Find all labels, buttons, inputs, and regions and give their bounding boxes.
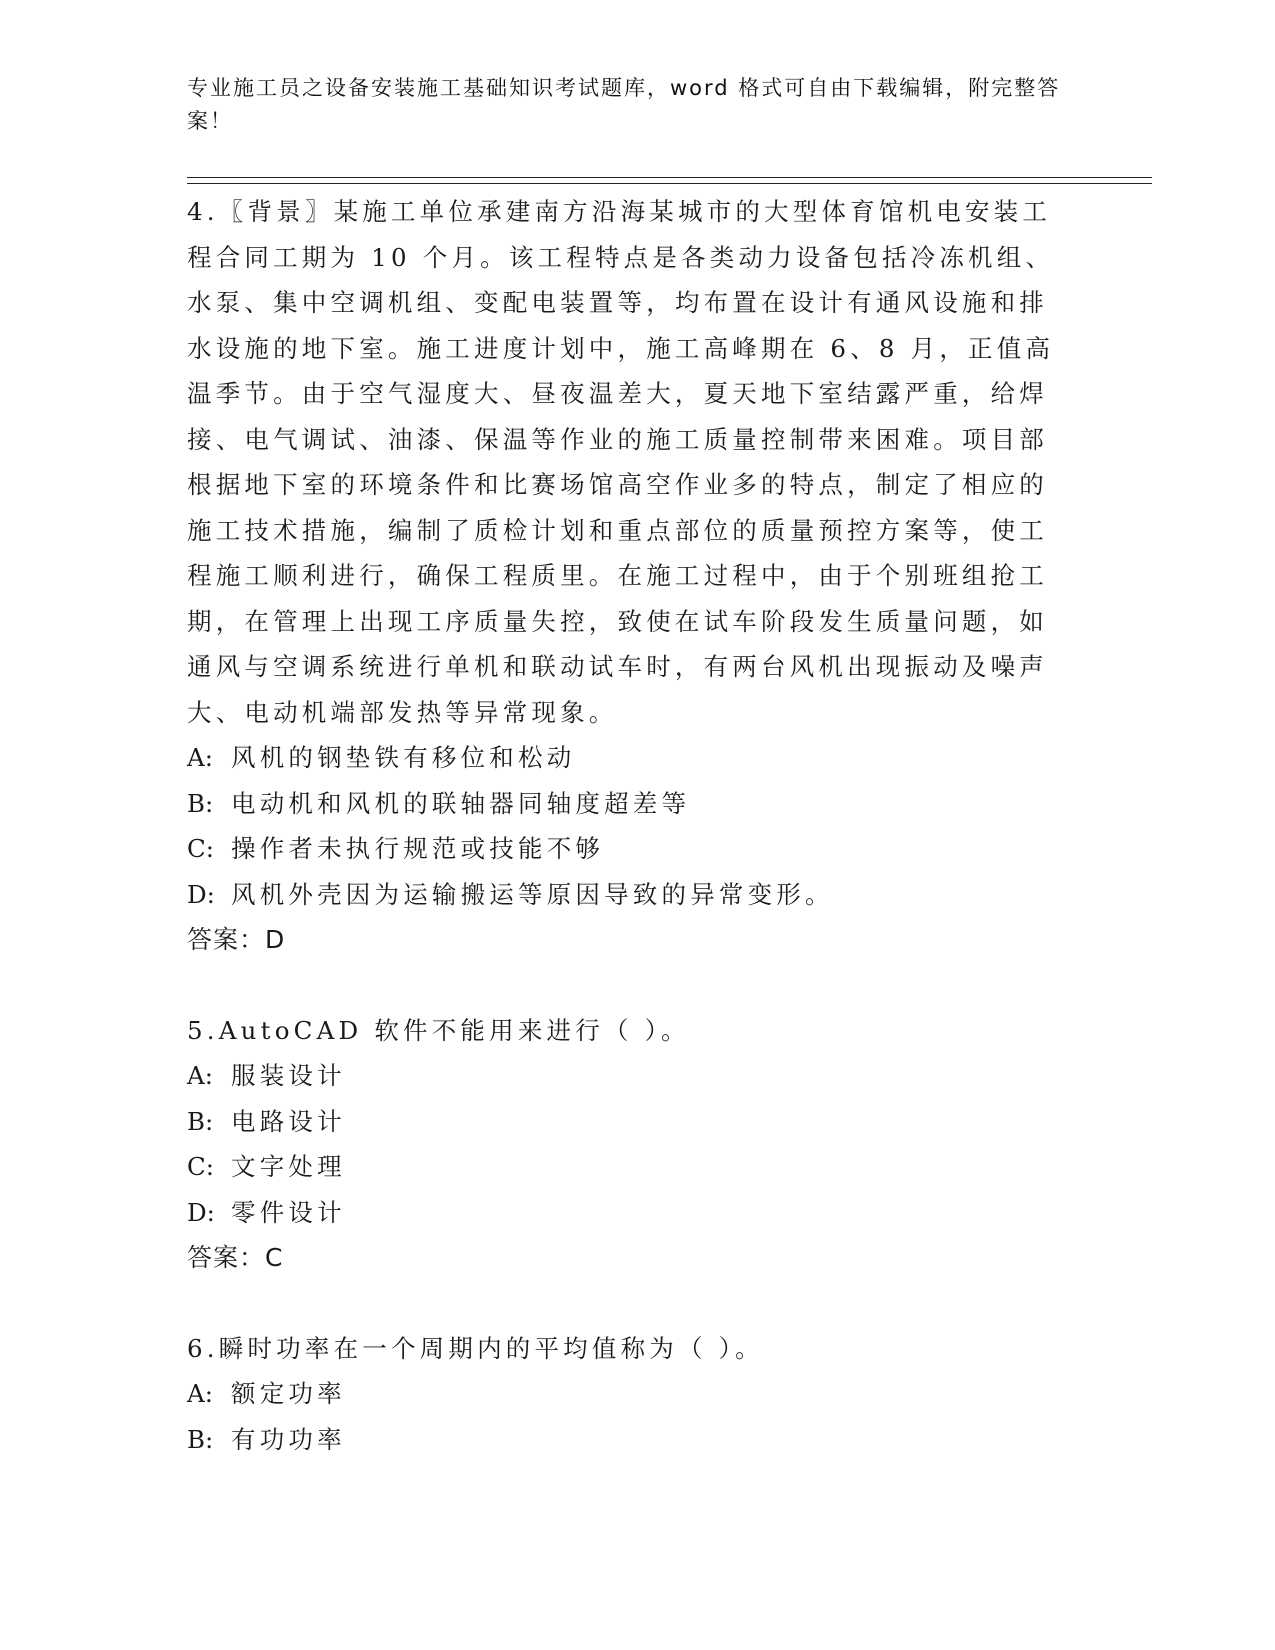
option-b: [187, 1099, 1067, 1145]
question-spacer: [187, 963, 1067, 1008]
option-b: [187, 781, 1067, 827]
option-label: B:: [187, 788, 214, 818]
header-rule-top: [187, 177, 1152, 178]
answer-line: 答案：D: [187, 925, 286, 954]
option-c: [187, 826, 1067, 872]
question-4: [187, 189, 1067, 963]
option-text: 风机的钢垫铁有移位和松动: [231, 743, 576, 772]
option-d: [187, 872, 1067, 918]
option-a: [187, 1053, 1067, 1099]
question-5: [187, 1008, 1067, 1281]
option-text: 操作者未执行规范或技能不够: [231, 834, 605, 863]
question-6: [187, 1326, 1067, 1463]
option-label: D:: [187, 1197, 215, 1227]
question-list: [187, 189, 1067, 1462]
option-a: [187, 1371, 1067, 1417]
option-text: 零件设计: [231, 1197, 346, 1227]
question-stem: 4.〖背景〗某施工单位承建南方沿海某城市的大型体育馆机电安装工程合同工期为 10 个月。该工程特点是各类动力设备包括冷冻机组、水泵、集中空调机组、变配电装置等，均布置在设计有通风设施和排水设施的地下室。施工进度计划中，施工高峰期在 6、8 月，正值高温季节。由于空气湿度大、昼夜温差大，夏天地下室结露严重，给焊接、电气调试、油漆、保温等作业的施工质量控制带来困难。项目部根据地下室的环境条件和比赛场馆高空作业多的特点，制定了相应的施工技术措施，编制了质检计划和重点部位的质量预控方案等，使工程施工顺利进行，确保工程质里。在施工过程中，由于个别班组抢工期，在管理上出现工序质量失控，致使在试车阶段发生质量问题，如通风与空调系统进行单机和联动试车时，有两台风机出现振动及噪声大、电动机端部发热等异常现象。: [187, 197, 1055, 727]
option-text: 文字处理: [231, 1152, 346, 1181]
answer-line: 答案：C: [187, 1243, 284, 1272]
question-stem: 5.AutoCAD 软件不能用来进行（ ）。: [187, 1015, 690, 1045]
option-c: [187, 1144, 1067, 1190]
option-label: A:: [187, 743, 213, 772]
option-label: D:: [187, 879, 215, 909]
option-text: 电动机和风机的联轴器同轴度超差等: [231, 788, 691, 818]
option-text: 服装设计: [231, 1061, 346, 1090]
option-label: C:: [187, 834, 215, 863]
option-b: [187, 1417, 1067, 1463]
option-text: 有功功率: [231, 1424, 346, 1454]
option-a: [187, 735, 1067, 781]
option-label: A:: [187, 1061, 213, 1090]
option-label: C:: [187, 1152, 215, 1181]
question-stem: 6.瞬时功率在一个周期内的平均值称为（ ）。: [187, 1333, 764, 1363]
question-spacer: [187, 1281, 1067, 1326]
document-header: 专业施工员之设备安装施工基础知识考试题库，word 格式可自由下载编辑，附完整答案！: [187, 76, 1061, 133]
option-text: 风机外壳因为运输搬运等原因导致的异常变形。: [231, 879, 834, 909]
header-rule-bottom: [187, 183, 1152, 184]
option-text: 额定功率: [231, 1379, 346, 1408]
option-label: B:: [187, 1106, 214, 1136]
option-label: B:: [187, 1424, 214, 1454]
option-d: [187, 1190, 1067, 1236]
option-label: A:: [187, 1379, 213, 1408]
option-text: 电路设计: [231, 1106, 346, 1136]
